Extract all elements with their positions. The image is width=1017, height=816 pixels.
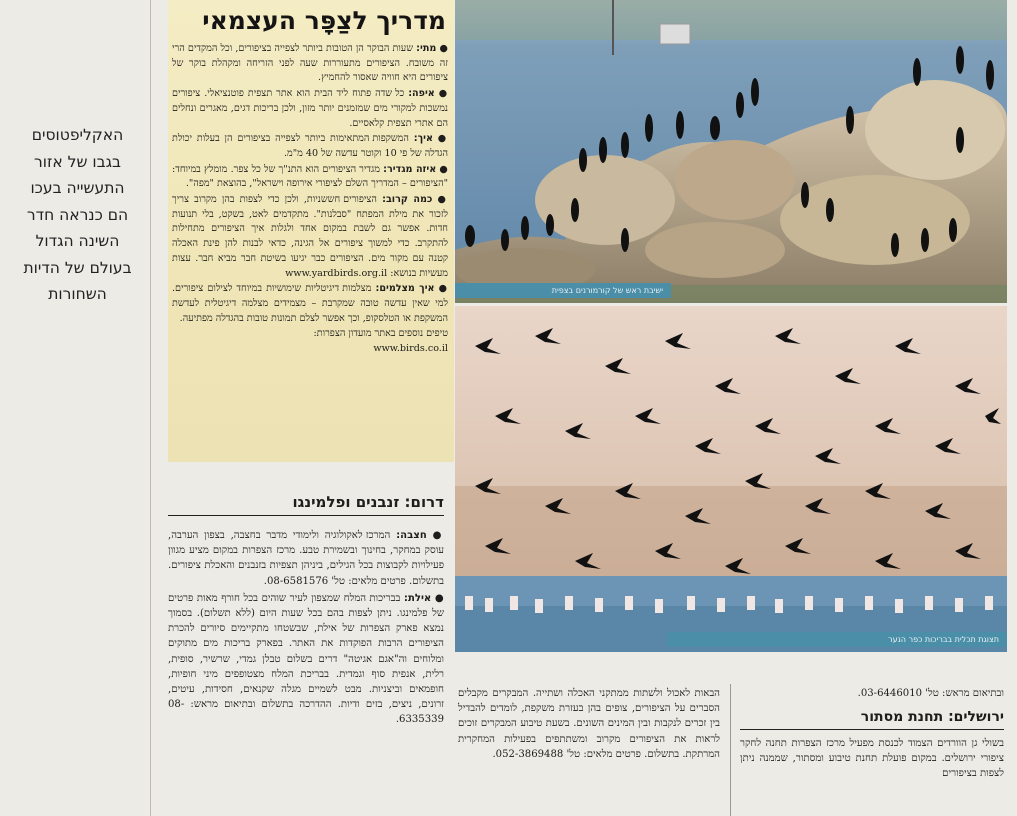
guide-when-text: שעות הבוקר הן הטובות ביותר לצפייה בציפורים, וכל המקדים הרי זה משובח. הציפורים מתעוררות שעה לפני הזריחה ומקהלת בוקר של ציפורים היא חוויה שאסור להחמיץ. — [172, 43, 448, 84]
page-fold-rule — [150, 0, 151, 816]
cormorants-photo — [455, 0, 1007, 303]
jerusalem-body: בשולי גן הוורדים הצמוד לכנסת מפעיל מרכז הצפרות תחנה לחקר ציפורי ירושלים. במקום פועלת תחנת טיבוע ומסתור, שממנה ניתן לצפות בציפורים — [740, 738, 1004, 780]
flamingo-photo — [455, 306, 1007, 652]
pull-quote-line: האקליפטוסים — [31, 126, 124, 144]
guide-where-text: כל שדה פתוח ליד הבית הוא אתר תצפית פוטנציאלי. ציפורים נמשכות למקורי מים שמזמנים יותר מזון, ולכן בריכות דגים, מאגרים ונחלים הם אתרי תצפית קלאסיים. — [172, 88, 448, 129]
guide-where: ● איפה: כל שדה פתוח ליד הבית הוא אתר תצפית פוטנציאלי. ציפורים נמשכות למקורי מים שמזמנים יותר מזון, ולכן בריכות דגים, מאגרים ונחלים הם אתרי תצפית קלאסיים. — [172, 88, 448, 129]
eilat-label: אילת: — [403, 592, 432, 604]
cormorants-illustration — [455, 0, 1007, 303]
bottom-photo-caption: תצוגת תכלית בבריכות כפר הנער — [667, 632, 1007, 647]
guide-how-label: איך: — [413, 133, 433, 145]
yardbirds-link[interactable]: www.yardbirds.org.il — [285, 267, 388, 279]
guide-photo-label: איך מצלמים: — [375, 283, 435, 295]
pull-quote-line: בגבו של אזור — [34, 152, 121, 171]
pull-quote-line: התעשייה בעכו — [30, 179, 125, 197]
guide-photo-text: מצלמות דיגיטליות שימושיות במיוחד לצילום ציפורים. למי שאין עדשה טובה שמקרבת – מצמידים מצלמה דיגיטלית לעדשת המשקפת או הטלסקופ, וכך אפשר לצלם תמונות טובות בהגדלה מפתיעה. — [172, 283, 448, 324]
guide-when-label: מתי: — [416, 43, 437, 54]
birder-guide-box — [168, 0, 454, 462]
south-body — [168, 528, 444, 730]
jerusalem-heading: ירושלים: תחנת מסתור — [740, 709, 1004, 730]
guide-where-label: איפה: — [408, 88, 435, 100]
guide-close-label: כמה קרוב: — [382, 194, 433, 206]
guide-how-text: המשקפות המתאימות ביותר לצפייה בציפורים הן בעלות יכולת הגדלה של פי 10 וקוטר עדשה של 40 מ"מ. — [172, 133, 448, 159]
guide-when: ● מתי: שעות הבוקר הן הטובות ביותר לצפייה בציפורים, וכל המקדים הרי זה משובח. הציפורים מתעוררות שעה לפני הזריחה ומקהלת בוקר של ציפורים היא חוויה שאסור להחמיץ. — [172, 43, 448, 84]
top-photo-caption: ישיבת ראש של קורמורנים בצפית — [455, 283, 671, 298]
pull-quote-line: הם כנראה חדר — [26, 205, 129, 224]
guide-body — [172, 42, 448, 358]
jerusalem-phone-line: ובתיאום מראש: טל' 03-6446010. — [857, 688, 1004, 699]
guide-how: ● איך: המשקפות המתאימות ביותר לצפייה בציפורים הן בעלות יכולת הגדלה של פי 10 וקוטר עדשה של 40 מ"מ. — [172, 133, 448, 159]
pull-quote-line: השינה הגדול — [35, 232, 120, 250]
birds-club-link[interactable]: www.birds.co.il — [373, 343, 448, 355]
margin-pull-quote — [10, 122, 145, 308]
south-heading: דרום: זנבנים ופלמינגו — [168, 493, 444, 516]
flamingo-illustration — [455, 306, 1007, 652]
guide-close: ● כמה קרוב: הציפורים חששניות, ולכן כדי לצפות בהן מקרוב צריך לזכור את מילת המפתח "סבלנות". מתקדמים לאט, בשקט, בלי תנועות חדות. אפשר גם לשבת במקום אחד ולגלות איך הציפורים מתחילות להתקרב. כדי למשוך ציפורים אל הגינה, כדאי לבנות להן פינת האכלה קטנה עם מקור מים. הציפורים כבר יגיעו בשיטת חבר מביא חבר. עצות מעשיות בנושא: www.yardbirds.org.il — [172, 194, 449, 279]
hatzeva-label: חצבה: — [396, 530, 427, 541]
south-eilat: ● אילת: בבריכות המלח שמצפון לעיר שוהים בכל חורף מאות פרטים של פלמינגו. ניתן לצפות בהם בכל שעות היום (ללא תשלום). בסמוך נמצא פארק הצפרות של אילת, שבשטחו מתקיימים סיורים להכרת הציפורים הרבות הפוקדות את האתר. בפארק בריכות מים מתוקים ומלוחים וה"אגם אגיטה" דרים בשלום טבלן גמדי, שרשיר, סופית, רלית, אנפית סוף וגמדית. בבריכת המלח מצטופפים מיני חופיות, חופמאים וביצניות. מבט לשמיים מגלה שקנאים, חסידות, עיטים, זרונים, ניצים, בזים ודיות. ההדרכה בתשלום ובתיאום מראש: 08-6335339. — [168, 592, 444, 726]
pull-quote-line: השחורות — [48, 285, 107, 303]
south-hatzeva: ● חצבה: המרכז לאקולוגיה ולימודי מדבר בחצבה, בצפון הערבה, עוסק במחקר, בחינוך ובשמירת טבע. מרכז הצפרות במקום מציע מגוון פעילויות לקבוצות בכל הגילים, ביניהן תצפיות בזנבנים והאכלת ציפורים. בתשלום. פרטים מלאים: טל' 08-6581576. — [168, 530, 444, 587]
hatzeva-text: המרכז לאקולוגיה ולימודי מדבר בחצבה, בצפון הערבה, עוסק במחקר, בחינוך ובשמירת טבע. מרכז הצפרות במקום מציע מגוון פעילויות לקבוצות בכל הגילים, ביניהן תצפיות בזנבנים והאכלת ציפורים. בתשלום. פרטים מלאים: טל' 08-6581576. — [168, 530, 444, 587]
guide-field-guide: ● איזה מגדיר: מגדיר הציפורים הוא התנ"ך של כל צפר. מומלץ במיוחד: "הציפורים – המדריך השלם לציפורי אירופה וישראל", בהוצאת "מפה". — [172, 163, 448, 190]
guide-photo: ● איך מצלמים: מצלמות דיגיטליות שימושיות במיוחד לצילום ציפורים. למי שאין עדשה טובה שמקרבת – מצמידים מצלמה דיגיטלית לעדשת המשקפת או הטלסקופ, וכך אפשר לצלם תמונות טובות בהגדלה מפתיעה. — [172, 283, 449, 324]
guide-field-guide-label: איזה מגדיר: — [383, 163, 437, 175]
guide-tips — [172, 327, 448, 356]
guide-field-guide-text: מגדיר הציפורים הוא התנ"ך של כל צפר. מומלץ במיוחד: "הציפורים – המדריך השלם לציפורי אירופה וישראל", בהוצאת "מפה". — [172, 163, 448, 190]
eilat-text: בבריכות המלח שמצפון לעיר שוהים בכל חורף מאות פרטים של פלמינגו. ניתן לצפות בהם בכל שעות היום (ללא תשלום). בסמוך נמצא פארק הצפרות של אילת, שבשטחו מתקיימים סיורים להכרת הציפורים הרבות הפוקדות את האתר. בפארק בריכות מים מתוקים ומלוחים וה"אגם אגיטה" דרים בשלום טבלן גמדי, שרשיר, סופית, רלית, אנפית סוף וגמדית. בבריכת המלח מצטופפים מיני חופיות, חופמאים וביצניות. מבט לשמיים מגלה שקנאים, חסידות, עיטים, זרונים, ניצים, בזים ודיות. ההדרכה בתשלום ובתיאום מראש: 08-6335339. — [168, 592, 444, 726]
middle-column-text: הבאות לאכול ולשתות ממתקני האכלה ושתייה. המבקרים מקבלים הסברים על הציפורים, צופים בהן בעזרת משקפת, לומדים להבדיל בין זכרים לנקבות ובין המינים השונים. בשעת טיבוע המבקרים זוכים לראות את הציפורים מקרוב ומשתתפים בפעילות המחקרית המרתקת. בתשלום. פרטים מלאים: טל' 052-3869488. — [458, 688, 720, 760]
guide-title: מדריך לצַפָּר העצמאי — [202, 6, 446, 35]
guide-tips-text: טיפים נוספים באתר מועדון הצפרות: — [313, 328, 448, 340]
pull-quote-line: בעולם של הדיות — [23, 258, 132, 277]
column-divider — [730, 684, 731, 816]
guide-close-text: הציפורים חששניות, ולכן כדי לצפות בהן מקרוב צריך לזכור את מילת המפתח "סבלנות". מתקדמים לאט, בשקט, בלי תנועות חדות. אפשר גם לשבת במקום אחד ולגלות איך הציפורים מתחילות להתקרב. כדי למשוך ציפורים אל הגינה, כדאי לבנות להן פינת האכלה קטנה עם מקור מים. הציפורים כבר יגיעו בשיטת חבר מביא חבר. עצות מעשיות בנושא: — [172, 194, 448, 279]
